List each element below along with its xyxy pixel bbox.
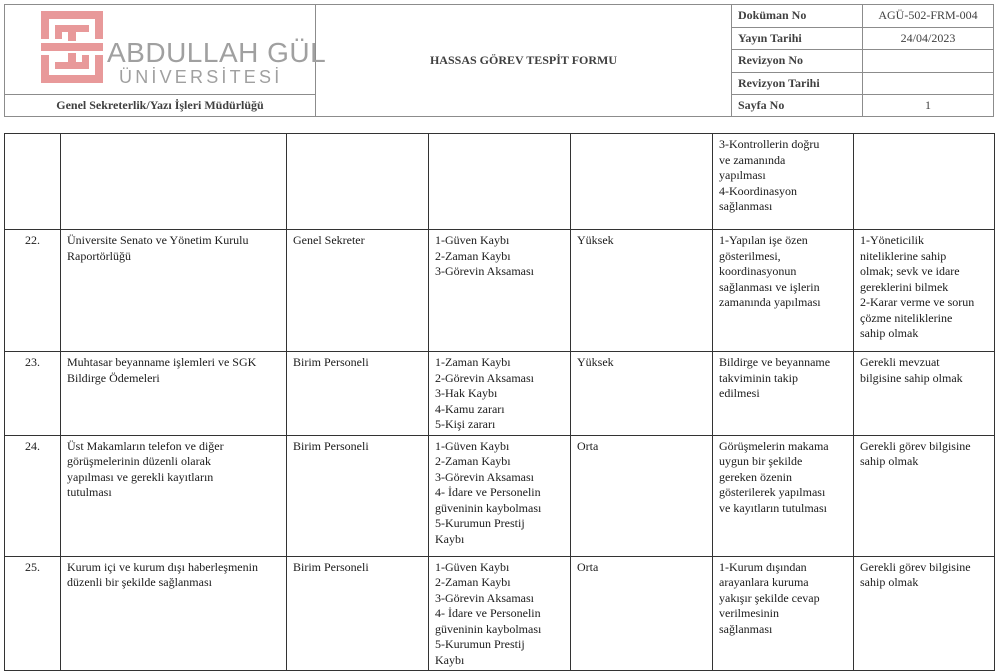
- competence-cell: 1-Yöneticilik niteliklerine sahip olmak; sevk ve idare gereklerini bilmek 2-Karar verme ve sorun çözme niteliklerine sahip olmak: [854, 230, 995, 352]
- risks-cell: 1-Güven Kaybı 2-Zaman Kaybı 3-Görevin Aksaması 4- İdare ve Personelin güveninin kaybolması 5-Kurumun Prestij Kaybı: [429, 435, 571, 556]
- meta-value-document-no: AGÜ-502-FRM-004: [863, 5, 994, 28]
- table-row: [5, 556, 995, 671]
- meta-label-document-no: Doküman No: [732, 5, 863, 28]
- controls-cell: Bildirge ve beyanname takviminin takip edilmesi: [713, 352, 854, 436]
- row-number: 25.: [5, 556, 61, 671]
- task-cell: Üst Makamların telefon ve diğer görüşmelerinin düzenli olarak yapılması ve gerekli kayıtların tutulması: [61, 435, 287, 556]
- row-number: [5, 134, 61, 230]
- meta-value-revision-no: [863, 50, 994, 73]
- row-number: 22.: [5, 230, 61, 352]
- risks-cell: [429, 134, 571, 230]
- competence-cell: Gerekli görev bilgisine sahip olmak: [854, 556, 995, 671]
- risk-level-cell: Orta: [571, 435, 713, 556]
- meta-label-publish-date: Yayın Tarihi: [732, 27, 863, 50]
- risks-cell: 1-Güven Kaybı 2-Zaman Kaybı 3-Görevin Aksaması 4- İdare ve Personelin güveninin kaybolması 5-Kurumun Prestij Kaybı: [429, 556, 571, 671]
- logo-university-name: ABDULLAH GÜL: [107, 37, 327, 68]
- risk-level-cell: [571, 134, 713, 230]
- sensitive-duties-table: [4, 133, 995, 671]
- table-row: [5, 352, 995, 436]
- responsible-cell: Birim Personeli: [287, 556, 429, 671]
- row-number: 24.: [5, 435, 61, 556]
- competence-cell: [854, 134, 995, 230]
- controls-cell: 3-Kontrollerin doğru ve zamanında yapılması 4-Koordinasyon sağlanması: [713, 134, 854, 230]
- task-cell: Muhtasar beyanname işlemleri ve SGK Bildirge Ödemeleri: [61, 352, 287, 436]
- responsible-cell: Birim Personeli: [287, 352, 429, 436]
- meta-label-page-no: Sayfa No: [732, 95, 863, 117]
- table-row: [5, 435, 995, 556]
- meta-value-revision-date: [863, 72, 994, 95]
- meta-value-page-no: 1: [863, 95, 994, 117]
- table-row: [5, 230, 995, 352]
- risk-level-cell: Yüksek: [571, 230, 713, 352]
- form-header: [4, 4, 994, 117]
- risk-level-cell: Yüksek: [571, 352, 713, 436]
- task-cell: [61, 134, 287, 230]
- controls-cell: Görüşmelerin makama uygun bir şekilde gereken özenin gösterilerek yapılması ve kayıtların tutulması: [713, 435, 854, 556]
- table-row: [5, 134, 995, 230]
- form-title: HASSAS GÖREV TESPİT FORMU: [316, 5, 732, 117]
- risks-cell: 1-Güven Kaybı 2-Zaman Kaybı 3-Görevin Aksaması: [429, 230, 571, 352]
- risks-cell: 1-Zaman Kaybı 2-Görevin Aksaması 3-Hak Kaybı 4-Kamu zararı 5-Kişi zararı: [429, 352, 571, 436]
- competence-cell: Gerekli görev bilgisine sahip olmak: [854, 435, 995, 556]
- responsible-cell: Genel Sekreter: [287, 230, 429, 352]
- controls-cell: 1-Yapılan işe özen gösterilmesi, koordinasyonun sağlanması ve işlerin zamanında yapılması: [713, 230, 854, 352]
- row-number: 23.: [5, 352, 61, 436]
- logo-cell: [5, 5, 327, 95]
- meta-label-revision-date: Revizyon Tarihi: [732, 72, 863, 95]
- task-cell: Üniversite Senato ve Yönetim Kurulu Raportörlüğü: [61, 230, 287, 352]
- logo-university-subtitle: ÜNİVERSİTESİ: [119, 67, 283, 87]
- competence-cell: Gerekli mevzuat bilgisine sahip olmak: [854, 352, 995, 436]
- responsible-cell: Birim Personeli: [287, 435, 429, 556]
- meta-label-revision-no: Revizyon No: [732, 50, 863, 73]
- controls-cell: 1-Kurum dışından arayanlara kuruma yakışır şekilde cevap verilmesinin sağlanması: [713, 556, 854, 671]
- meta-value-publish-date: 24/04/2023: [863, 27, 994, 50]
- risk-level-cell: Orta: [571, 556, 713, 671]
- responsible-cell: [287, 134, 429, 230]
- task-cell: Kurum içi ve kurum dışı haberleşmenin düzenli bir şekilde sağlanması: [61, 556, 287, 671]
- university-logo-icon: [41, 11, 103, 83]
- unit-name: Genel Sekreterlik/Yazı İşleri Müdürlüğü: [5, 95, 316, 117]
